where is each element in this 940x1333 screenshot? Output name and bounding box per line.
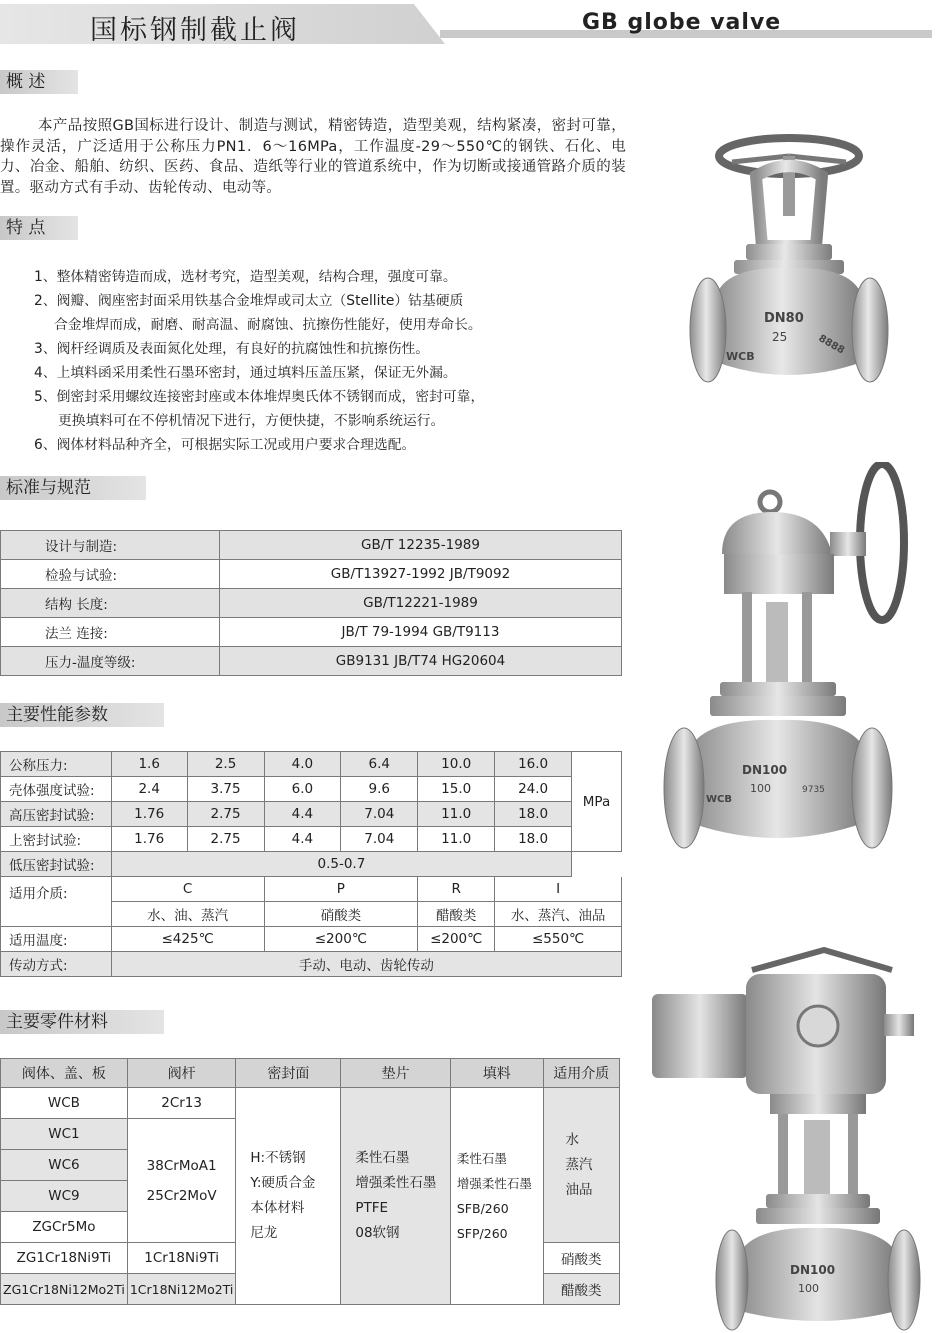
perf-cell: 2.5 <box>187 752 264 777</box>
gasket-item: 柔性石墨 <box>355 1150 410 1166</box>
perf-cell: 4.4 <box>264 827 341 852</box>
perf-cell: 1.6 <box>111 752 187 777</box>
performance-table <box>0 751 622 977</box>
medium-item: 醋酸类 <box>543 1274 619 1305</box>
temp-cell: ≤200℃ <box>418 927 495 952</box>
lifting-eye-icon <box>760 492 780 512</box>
medium-code: R <box>418 877 495 902</box>
valve2-code: 9735 <box>802 785 825 795</box>
body-material: WCB <box>1 1088 128 1119</box>
valve1-material: WCB <box>726 350 755 363</box>
perf-cell: 2.75 <box>187 827 264 852</box>
column-header: 阀体、盖、板 <box>1 1059 128 1088</box>
table-row <box>1 802 622 827</box>
seal-cell <box>236 1088 341 1305</box>
section-label-performance: 主要性能参数 <box>0 703 164 727</box>
std-value: GB9131 JB/T74 HG20604 <box>220 647 622 676</box>
page-title-cn: 国标钢制截止阀 <box>90 15 300 46</box>
table-row <box>1 877 622 902</box>
handwheel-icon <box>860 464 904 620</box>
std-value: JB/T 79-1994 GB/T9113 <box>220 618 622 647</box>
feature-item: 1、整体精密铸造而成，选材考究，造型美观，结构合理，强度可靠。 <box>34 269 457 285</box>
valve2-pn: 100 <box>750 782 771 795</box>
valve1-pn: 25 <box>772 330 788 344</box>
valve3-size: DN100 <box>790 1263 836 1277</box>
section-label-overview: 概 述 <box>0 70 78 94</box>
medium-item: 蒸汽 <box>565 1156 593 1173</box>
table-row <box>1 927 622 952</box>
packing-item: SFB/260 <box>456 1201 509 1216</box>
temp-cell: ≤550℃ <box>495 927 622 952</box>
medium-code: C <box>111 877 264 902</box>
motor-icon <box>652 994 748 1078</box>
perf-key: 上密封试验: <box>1 827 112 852</box>
feature-item: 4、上填料函采用柔性石墨环密封，通过填料压盖压紧，保证无外漏。 <box>34 365 457 381</box>
perf-cell: 4.0 <box>264 752 341 777</box>
packing-item: 柔性石墨 <box>456 1151 507 1166</box>
section-label-materials: 主要零件材料 <box>0 1010 164 1034</box>
perf-cell: 7.04 <box>341 802 418 827</box>
overview-text: 本产品按照GB国标进行设计、制造与测试，精密铸造，造型美观，结构紧凑，密封可靠，操作灵活，广泛适用于公称压力PN1．6～16MPa，工作温度-29～550℃的钢铁、石化、电力、冶金、船舶、纺织、医药、食品、造纸等行业的管道系统中，作为切断或接通管路介质的装置。驱动方式有手动、齿轮传动、电动等。 <box>0 118 626 196</box>
perf-cell: 2.4 <box>111 777 187 802</box>
perf-cell: 7.04 <box>341 827 418 852</box>
medium-item: 水 <box>565 1131 580 1148</box>
stem-material: 38CrMoA1 <box>146 1157 217 1174</box>
perf-cell: 18.0 <box>495 802 572 827</box>
materials-table <box>0 1058 620 1305</box>
perf-cell: 10.0 <box>418 752 495 777</box>
page-header <box>0 0 940 48</box>
column-header: 阀杆 <box>127 1059 236 1088</box>
stem-material: 25Cr2MoV <box>146 1187 217 1204</box>
body-material: WC9 <box>1 1181 128 1212</box>
perf-cell: 11.0 <box>418 827 495 852</box>
seal-item: Y:硬质合金 <box>250 1175 316 1191</box>
std-key: 结构 长度: <box>1 589 220 618</box>
valve-photo-gear <box>662 462 926 860</box>
perf-cell: 0.5-0.7 <box>111 852 571 877</box>
perf-cell: 4.4 <box>264 802 341 827</box>
std-key: 法兰 连接: <box>1 618 220 647</box>
medium-code: P <box>264 877 418 902</box>
unit-cell: MPa <box>572 752 622 852</box>
seal-item: H:不锈钢 <box>250 1150 306 1166</box>
std-value: GB/T13927-1992 JB/T9092 <box>220 560 622 589</box>
perf-cell: 6.0 <box>264 777 341 802</box>
perf-cell: 15.0 <box>418 777 495 802</box>
stem-material: 2Cr13 <box>127 1088 236 1119</box>
body-material: ZGCr5Mo <box>1 1212 128 1243</box>
medium-name: 硝酸类 <box>264 902 418 927</box>
stem-material: 1Cr18Ni9Ti <box>127 1243 236 1274</box>
perf-cell: 2.75 <box>187 802 264 827</box>
medium-item: 硝酸类 <box>543 1243 619 1274</box>
feature-item: 3、阀杆经调质及表面氮化处理，有良好的抗腐蚀性和抗擦伤性。 <box>34 341 430 357</box>
gasket-item: 增强柔性石墨 <box>355 1175 437 1191</box>
section-label-standards: 标准与规范 <box>0 476 146 500</box>
valve-photo-electric <box>652 940 924 1332</box>
table-row <box>1 852 622 877</box>
column-header: 适用介质 <box>543 1059 619 1088</box>
seal-item: 尼龙 <box>250 1225 278 1241</box>
perf-key: 适用温度: <box>1 927 112 952</box>
perf-cell: 24.0 <box>495 777 572 802</box>
table-row <box>1 560 622 589</box>
handle-icon <box>752 950 892 970</box>
valve1-size: DN80 <box>764 311 804 326</box>
medium-name: 水、油、蒸汽 <box>111 902 264 927</box>
std-key: 设计与制造: <box>1 531 220 560</box>
gasket-item: PTFE <box>355 1200 389 1216</box>
gasket-cell <box>341 1088 451 1305</box>
body-material: ZG1Cr18Ni9Ti <box>1 1243 128 1274</box>
perf-key: 适用介质: <box>1 877 112 927</box>
valve3-pn: 100 <box>798 1282 819 1295</box>
standards-table <box>0 530 622 676</box>
column-header: 密封面 <box>236 1059 341 1088</box>
perf-cell: 3.75 <box>187 777 264 802</box>
std-key: 检验与试验: <box>1 560 220 589</box>
perf-key: 高压密封试验: <box>1 802 112 827</box>
page-title-en: GB globe valve <box>582 10 782 35</box>
table-row <box>1 827 622 852</box>
feature-item: 合金堆焊而成，耐磨、耐高温、耐腐蚀、抗擦伤性能好，使用寿命长。 <box>54 317 482 333</box>
perf-cell: 6.4 <box>341 752 418 777</box>
table-header-row <box>1 1059 620 1088</box>
perf-key: 低压密封试验: <box>1 852 112 877</box>
medium-name: 醋酸类 <box>418 902 495 927</box>
feature-item: 2、阀瓣、阀座密封面采用铁基合金堆焊或司太立（Stellite）钴基硬质 <box>34 293 464 309</box>
table-row <box>1 777 622 802</box>
body-material: WC1 <box>1 1119 128 1150</box>
seal-item: 本体材料 <box>250 1200 305 1216</box>
packing-item: SFP/260 <box>456 1226 508 1241</box>
valve2-size: DN100 <box>742 763 788 777</box>
medium-cell <box>543 1088 619 1243</box>
std-value: GB/T12221-1989 <box>220 589 622 618</box>
medium-code: I <box>495 877 622 902</box>
valve-photo-handwheel <box>686 126 892 388</box>
temp-cell: ≤425℃ <box>111 927 264 952</box>
feature-item: 6、阀体材料品种齐全，可根据实际工况或用户要求合理选配。 <box>34 437 416 453</box>
perf-key: 壳体强度试验: <box>1 777 112 802</box>
table-row <box>1 1088 620 1119</box>
perf-cell: 16.0 <box>495 752 572 777</box>
perf-cell: 11.0 <box>418 802 495 827</box>
medium-name: 水、蒸汽、油品 <box>495 902 622 927</box>
valve1-code: 8888 <box>816 333 847 357</box>
medium-item: 油品 <box>565 1181 593 1198</box>
valve2-material: WCB <box>706 794 732 805</box>
stem-material-cell <box>127 1119 236 1243</box>
packing-item: 增强柔性石墨 <box>456 1176 532 1191</box>
perf-cell: 9.6 <box>341 777 418 802</box>
perf-cell: 手动、电动、齿轮传动 <box>111 952 621 977</box>
table-row <box>1 589 622 618</box>
empty-cell <box>572 852 622 877</box>
table-row <box>1 952 622 977</box>
feature-item: 5、倒密封采用螺纹连接密封座或本体堆焊奥氏体不锈钢而成，密封可靠， <box>34 389 485 405</box>
perf-cell: 1.76 <box>111 802 187 827</box>
packing-cell <box>450 1088 543 1305</box>
perf-key: 公称压力: <box>1 752 112 777</box>
column-header: 填料 <box>450 1059 543 1088</box>
stem-material: 1Cr18Ni12Mo2Ti <box>127 1274 236 1305</box>
column-header: 垫片 <box>341 1059 451 1088</box>
body-material: WC6 <box>1 1150 128 1181</box>
perf-cell: 18.0 <box>495 827 572 852</box>
std-key: 压力-温度等级: <box>1 647 220 676</box>
section-label-features: 特 点 <box>0 216 78 240</box>
perf-key: 传动方式: <box>1 952 112 977</box>
perf-cell: 1.76 <box>111 827 187 852</box>
body-material: ZG1Cr18Ni12Mo2Ti <box>1 1274 128 1305</box>
gasket-item: 08软钢 <box>355 1225 400 1241</box>
table-row <box>1 618 622 647</box>
table-row <box>1 752 622 777</box>
table-row <box>1 531 622 560</box>
temp-cell: ≤200℃ <box>264 927 418 952</box>
feature-item: 更换填料可在不停机情况下进行，方便快捷，不影响系统运行。 <box>58 413 445 429</box>
std-value: GB/T 12235-1989 <box>220 531 622 560</box>
table-row <box>1 647 622 676</box>
